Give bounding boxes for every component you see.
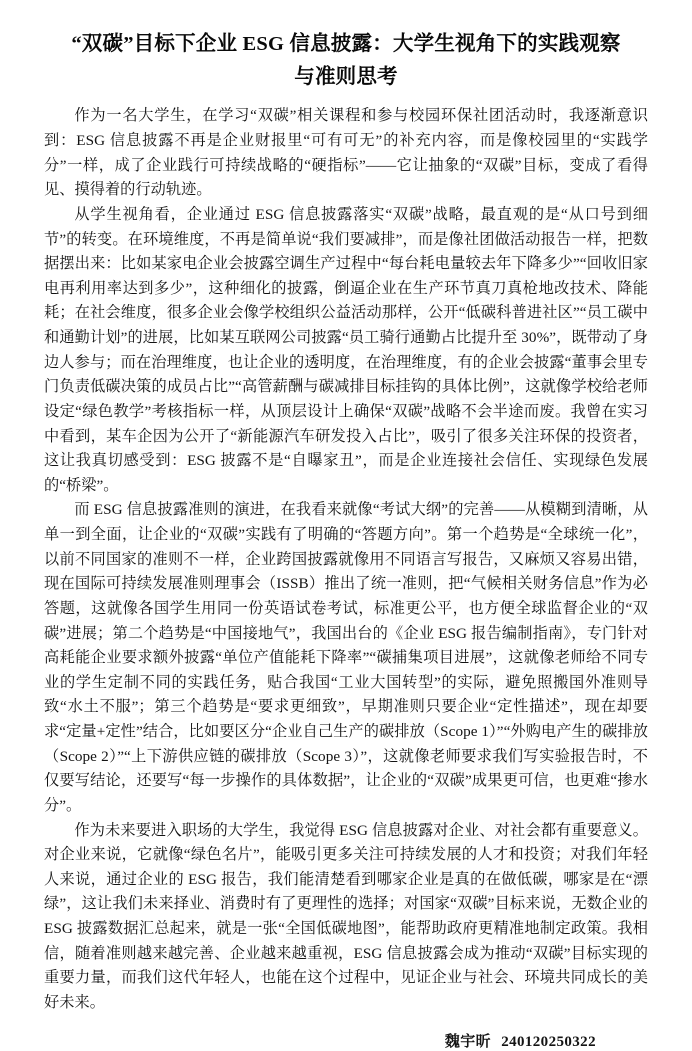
page-title-line-2: 与准则思考 xyxy=(294,66,398,89)
paragraph-3: 而 ESG 信息披露准则的演进，在我看来就像“考试大纲”的完善——从模糊到清晰，从单一到全面，让企业的“双碳”实践有了明确的“答题方向”。第一个趋势是“全球统一化”，以前不同国家的准则不一样，企业跨国披露就像用不同语言写报告，又麻烦又容易出错，现在国际可持续发展准则理事会（ISSB）推出了统一准则，把“气候相关财务信息”作为必答题，这就像各国学生用同一份英语试卷考试，标准更公平，也方便全球监督企业的“双碳”进展；第二个趋势是“中国接地气”，我国出台的《企业 ESG 报告编制指南》，专门针对高耗能企业要求额外披露“单位产值能耗下降率”“碳捕集项目进展”，这就像老师给不同专业的学生定制不同的实践任务，贴合我国“工业大国转型”的实际，避免照搬国外准则导致“水土不服”；第三个趋势是“要求更细致”，早期准则只要企业“定性描述”，现在却要求“定量+定性”结合，比如要区分“企业自己生产的碳排放（Scope 1）”“外购电产生的碳排放（Scope 2）”“上下游供应链的碳排放（Scope 3）”，这就像老师要求我们写实验报告时，不仅要写结论，还要写“每一步操作的具体数据”，让企业的“双碳”成果更可信，也更难“掺水分”。 xyxy=(44,501,648,814)
paragraph-1: 作为一名大学生，在学习“双碳”相关课程和参与校园环保社团活动时，我逐渐意识到：ESG 信息披露不再是企业财报里“可有可无”的补充内容，而是像校园里的“实践学分”一样，成了企业践行可持续战略的“硬指标”——它让抽象的“双碳”目标，变成了看得见、摸得着的行动轨迹。 xyxy=(44,107,648,199)
signature-block xyxy=(44,1030,648,1051)
document-body xyxy=(44,104,648,1015)
signature-name: 魏宇昕 xyxy=(444,1033,492,1050)
paragraph-4: 作为未来要进入职场的大学生，我觉得 ESG 信息披露对企业、对社会都有重要意义。对企业来说，它就像“绿色名片”，能吸引更多关注可持续发展的人才和投资；对我们年轻人来说，通过企业的 ESG 报告，我们能清楚看到哪家企业是真的在做低碳，哪家是在“漂绿”，这让我们未来择业、消费时有了更理性的选择；对国家“双碳”目标来说，无数企业的 ESG 披露数据汇总起来，就是一张“全国低碳地图”，能帮助政府更精准地制定政策。我相信，随着准则越来越完善、企业越来越重视，ESG 信息披露会成为推动“双碳”目标实现的重要力量，而我们这代年轻人，也能在这个过程中，见证企业与社会、环境共同成长的美好未来。 xyxy=(44,821,648,1011)
page-title-line-1: “双碳”目标下企业 ESG 信息披露：大学生视角下的实践观察 xyxy=(71,33,621,55)
page-title xyxy=(44,28,648,94)
paragraph-2: 从学生视角看，企业通过 ESG 信息披露落实“双碳”战略，最直观的是“从口号到细节”的转变。在环境维度，不再是简单说“我们要减排”，而是像社团做活动报告一样，把数据摆出来：比如某家电企业会披露空调生产过程中“每台耗电量较去年下降多少”“回收旧家电再利用率达到多少”，这种细化的披露，倒逼企业在生产环节真刀真枪地改技术、降能耗；在社会维度，很多企业会像学校组织公益活动那样，公开“低碳科普进社区”“员工碳中和通勤计划”的进展，比如某互联网公司披露“员工骑行通勤占比提升至 30%”，既带动了身边人参与；而在治理维度，也让企业的透明度，在治理维度，有的企业会披露“董事会里专门负责低碳决策的成员占比”“高管薪酬与碳减排目标挂钩的具体比例”，这就像学校给老师设定“绿色教学”考核指标一样，从顶层设计上确保“双碳”战略不会半途而废。我曾在实习中看到，某车企因为公开了“新能源汽车研发投入占比”，吸引了很多关注环保的投资者，这让我真切感受到：ESG 披露不是“自曝家丑”，而是企业连接社会信任、实现绿色发展的“桥梁”。 xyxy=(44,205,648,494)
signature-id: 240120250322 xyxy=(501,1033,596,1050)
